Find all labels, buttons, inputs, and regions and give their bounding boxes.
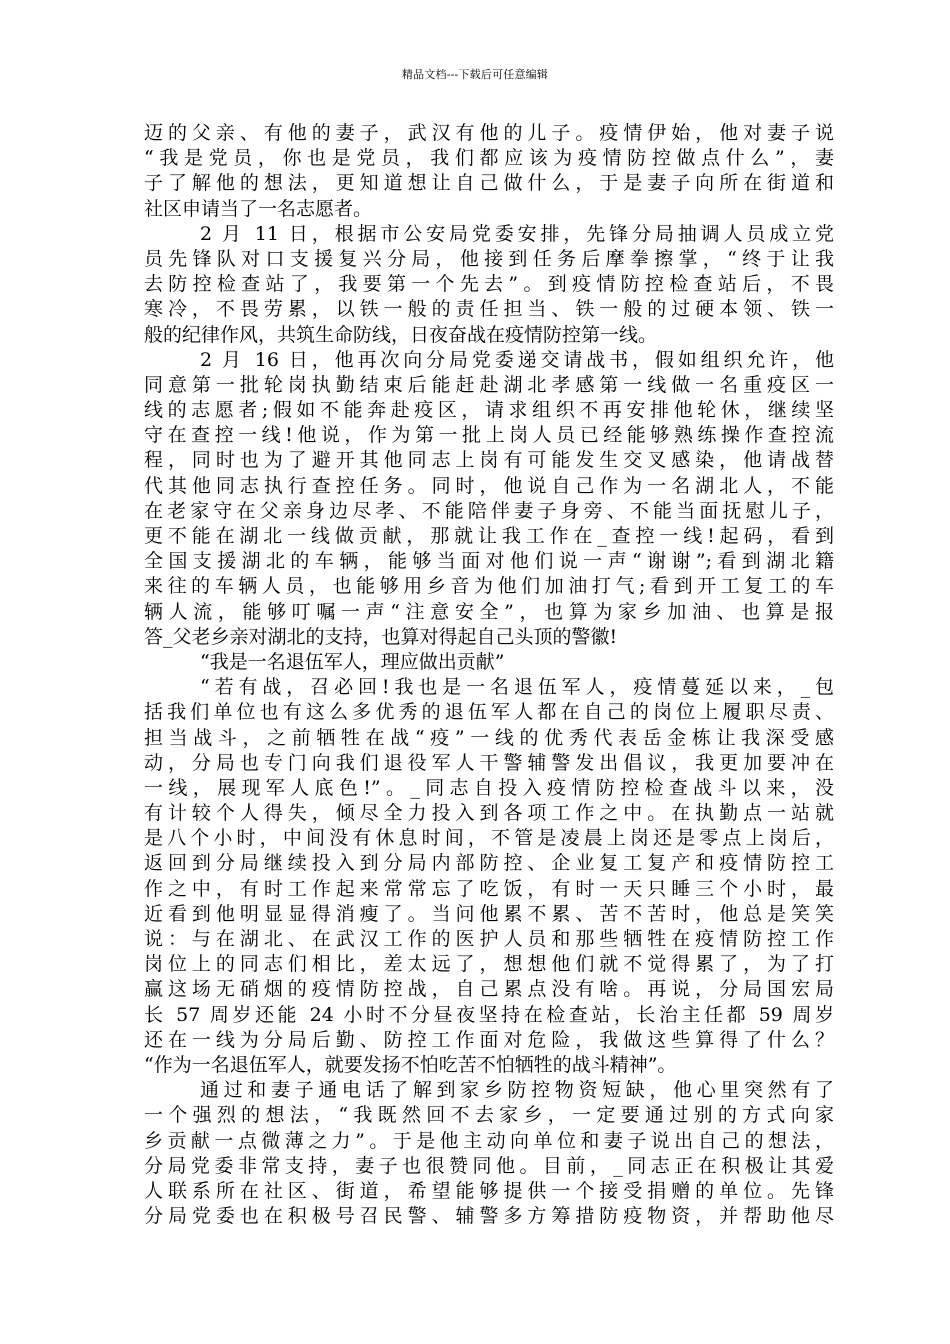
text-line: 乡贡献一点微薄之力”。于是他主动向单位和妻子说出自己的想法，: [144, 1129, 834, 1152]
text-line: 是八个小时，中间没有休息时间，不管是凌晨上岗还是零点上岗后，: [144, 827, 834, 850]
paragraph-first-line: 2 月 11 日，根据市公安局党委安排，先锋分局抽调人员成立党: [200, 222, 834, 245]
text-line: 担当战斗，之前牺牲在战“疫”一线的优秀代表岳金栋让我深受感: [144, 726, 834, 749]
text-line: 守在查控一线!他说，作为第一批上岗人员已经能够熟练操作查控流: [144, 424, 834, 447]
text-line: 代其他同志执行查控任务。同时，他说自己作为一名湖北人，不能: [144, 474, 834, 497]
text-line: 长 57 周岁还能 24 小时不分昼夜坚持在检查站，长治主任都 59 周岁: [144, 1003, 834, 1026]
text-line: 去防控检查站了，我要第一个先去”。到疫情防控检查站后，不畏: [144, 273, 834, 296]
text-line: 近看到他明显显得消瘦了。当问他累不累、苦不苦时，他总是笑笑: [144, 902, 834, 925]
text-line: 返回到分局继续投入到分局内部防控、企业复工复产和疫情防控工: [144, 852, 834, 875]
text-line: 线的志愿者;假如不能奔赴疫区，请求组织不再安排他轮休，继续坚: [144, 399, 834, 422]
paragraph-first-line: 通过和妻子通电话了解到家乡防控物资短缺，他心里突然有了: [200, 1079, 834, 1102]
text-line: 分局党委也在积极号召民警、辅警多方筹措防疫物资，并帮助他尽: [144, 1205, 834, 1228]
text-line: “作为一名退伍军人，就要发扬不怕吃苦不怕牺牲的战斗精神”。: [144, 1053, 677, 1076]
text-line: 作之中，有时工作起来常常忘了吃饭，有时一天只睡三个小时，最: [144, 877, 834, 900]
text-line: 动，分局也专门向我们退役军人干警辅警发出倡议，我更加要冲在: [144, 751, 834, 774]
page-header: 精品文档---下载后可任意编辑: [401, 68, 549, 81]
text-line: 答_父老乡亲对湖北的支持，也算对得起自己头顶的警徽!: [144, 625, 618, 648]
text-line: 有计较个人得失，倾尽全力投入到各项工作之中。在执勤点一站就: [144, 802, 834, 825]
text-line: 岗位上的同志们相比，差太远了，想想他们就不觉得累了，为了打: [144, 953, 834, 976]
text-line: 说：与在湖北、在武汉工作的医护人员和那些牺牲在疫情防控工作: [144, 928, 834, 950]
text-line: 程，同时也为了避开其他同志上岗有可能发生交叉感染，他请战替: [144, 449, 834, 472]
text-line: 还在一线为分局后勤、防控工作面对危险，我做这些算得了什么？: [144, 1028, 834, 1051]
text-line: 来往的车辆人员，也能够用乡音为他们加油打气;看到开工复工的车: [144, 575, 834, 598]
text-line: 一线，展现军人底色!”。_同志自投入疫情防控检查战斗以来，没: [144, 776, 834, 799]
text-line: 社区申请当了一名志愿者。: [144, 197, 373, 220]
text-line: 员先锋队对口支援复兴分局，他接到任务后摩拳擦掌，“终于让我: [144, 247, 834, 270]
paragraph-first-line: 2 月 16 日，他再次向分局党委递交请战书，假如组织允许，他: [200, 348, 834, 371]
text-line: 般的纪律作风，共筑生命防线，日夜奋战在疫情防控第一线。: [144, 323, 658, 346]
text-line: “我是党员，你也是党员，我们都应该为疫情防控做点什么”，妻: [144, 147, 834, 170]
document-body: [144, 121, 834, 1229]
text-line: 括我们单位也有这么多优秀的退伍军人都在自己的岗位上履职尽责、: [144, 701, 834, 724]
text-line: 在老家守在父亲身边尽孝、不能陪伴妻子身旁、不能当面抚慰儿子，: [144, 499, 834, 522]
text-line: 一个强烈的想法，“我既然回不去家乡，一定要通过别的方式向家: [144, 1104, 834, 1127]
text-line: 人联系所在社区、街道，希望能够提供一个接受捐赠的单位。先锋: [144, 1179, 834, 1202]
text-line: 赢这场无硝烟的疫情防控战，自己累点没有啥。再说，分局国宏局: [144, 978, 834, 1001]
paragraph-first-line: “我是一名退伍军人，理应做出贡献”: [200, 650, 505, 673]
text-line: 全国支援湖北的车辆，能够当面对他们说一声“谢谢”;看到湖北籍: [144, 550, 834, 573]
text-line: 更不能在湖北一线做贡献，那就让我工作在_查控一线!起码，看到: [144, 525, 834, 547]
text-line: 同意第一批轮岗执勤结束后能赶赴湖北孝感第一线做一名重疫区一: [144, 373, 834, 396]
text-line: 分局党委非常支持，妻子也很赞同他。目前，_同志正在积极让其爱: [144, 1154, 834, 1177]
text-line: 辆人流，能够叮嘱一声“注意安全”，也算为家乡加油、也算是报: [144, 600, 834, 623]
paragraph-first-line: “若有战，召必回!我也是一名退伍军人，疫情蔓延以来，_包: [200, 676, 834, 699]
text-line: 子了解他的想法，更知道想让自己做什么，于是妻子向所在街道和: [144, 172, 834, 195]
text-line: 寒冷，不畏劳累，以铁一般的责任担当、铁一般的过硬本领、铁一: [144, 298, 834, 321]
text-line: 迈的父亲、有他的妻子，武汉有他的儿子。疫情伊始，他对妻子说: [144, 122, 834, 144]
